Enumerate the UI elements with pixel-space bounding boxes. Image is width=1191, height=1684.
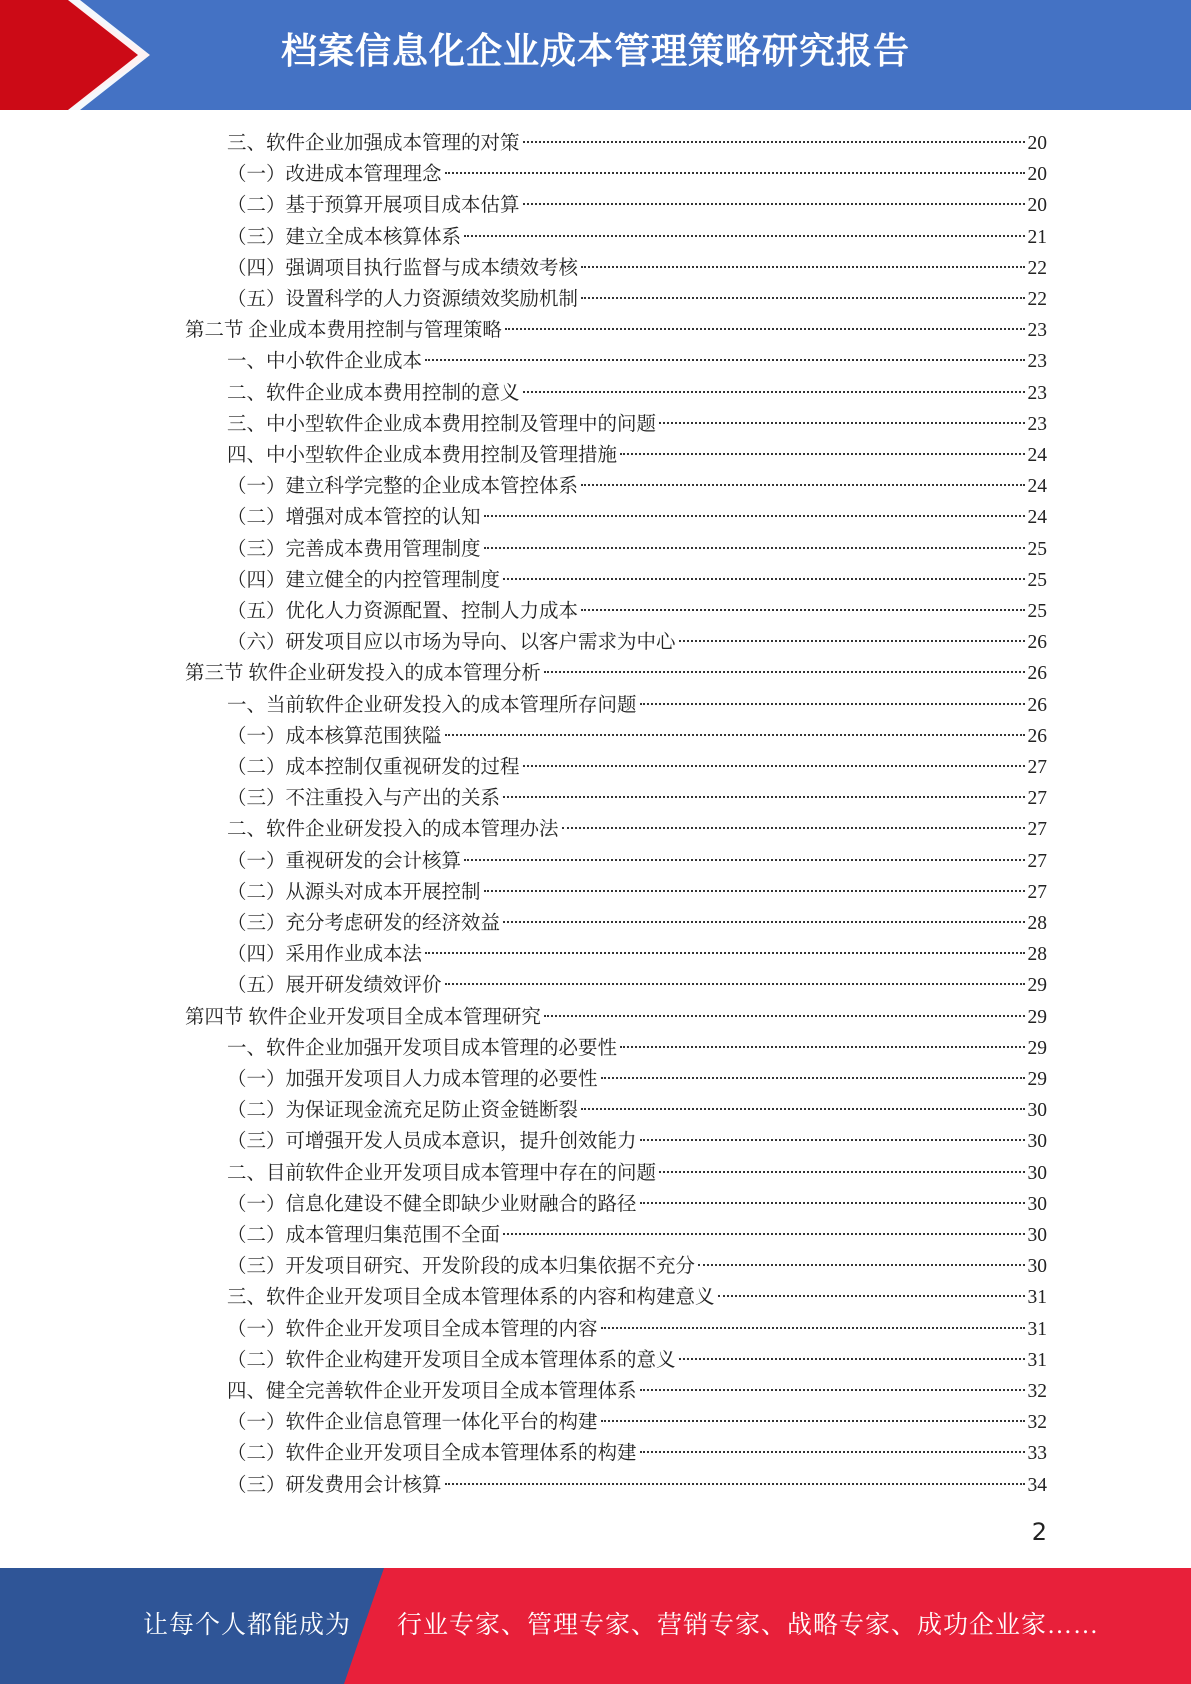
toc-entry-page: 26: [1027, 632, 1047, 654]
toc-entry-label: 二、目前软件企业开发项目成本管理中存在的问题: [227, 1162, 657, 1184]
toc-leader-dots: [503, 1233, 1024, 1235]
toc-entry[interactable]: [227, 222, 1047, 253]
toc-entry-label: 第四节 软件企业开发项目全成本管理研究: [185, 1006, 541, 1028]
toc-leader-dots: [718, 1295, 1025, 1297]
toc-leader-dots: [484, 890, 1025, 892]
red-chevron-decoration: [0, 0, 160, 110]
toc-leader-dots: [445, 734, 1025, 736]
toc-entry-page: 23: [1027, 351, 1047, 373]
toc-entry-label: （五）优化人力资源配置、控制人力成本: [227, 601, 579, 622]
toc-entry-label: （二）从源头对成本开展控制: [227, 881, 481, 903]
toc-entry-page: 23: [1027, 382, 1047, 404]
toc-entry[interactable]: [227, 159, 1047, 190]
toc-entry-page: 31: [1027, 1318, 1047, 1340]
toc-leader-dots: [640, 1202, 1025, 1204]
toc-entry[interactable]: [227, 284, 1047, 315]
toc-entry-label: 一、软件企业加强开发项目成本管理的必要性: [227, 1037, 618, 1059]
toc-leader-dots: [425, 952, 1024, 954]
toc-leader-dots: [659, 1171, 1024, 1173]
toc-leader-dots: [581, 1108, 1024, 1110]
toc-entry[interactable]: [227, 1095, 1047, 1126]
toc-leader-dots: [484, 515, 1025, 517]
toc-entry-page: 28: [1027, 944, 1047, 966]
toc-entry[interactable]: [227, 908, 1047, 939]
toc-entry-page: 31: [1027, 1349, 1047, 1371]
toc-entry-label: （一）建立科学完整的企业成本管控体系: [227, 476, 579, 498]
toc-entry-page: 24: [1027, 507, 1047, 529]
toc-entry-page: 27: [1027, 881, 1047, 903]
toc-entry[interactable]: [185, 1002, 1047, 1033]
toc-entry-label: （五）设置科学的人力资源绩效奖励机制: [227, 289, 579, 310]
toc-entry[interactable]: [227, 627, 1047, 658]
toc-leader-dots: [445, 1483, 1025, 1485]
toc-leader-dots: [544, 671, 1025, 673]
toc-leader-dots: [698, 1264, 1024, 1266]
toc-entry-label: （二）成本管理归集范围不全面: [227, 1225, 501, 1246]
toc-entry-label: （一）软件企业开发项目全成本管理的内容: [227, 1318, 598, 1340]
toc-leader-dots: [505, 328, 1025, 330]
toc-entry-page: 30: [1027, 1256, 1047, 1278]
footer-slogan-left: 让每个人都能成为: [143, 1612, 352, 1639]
toc-entry[interactable]: [227, 534, 1047, 565]
toc-entry[interactable]: [227, 690, 1047, 721]
toc-entry[interactable]: [227, 1470, 1047, 1501]
toc-leader-dots: [679, 640, 1025, 642]
toc-leader-dots: [523, 391, 1025, 393]
footer-slogan-right: 行业专家、管理专家、营销专家、战略专家、成功企业家……: [397, 1612, 1100, 1639]
toc-leader-dots: [464, 859, 1024, 861]
toc-leader-dots: [503, 796, 1024, 798]
toc-entry-label: （三）完善成本费用管理制度: [227, 538, 481, 560]
toc-entry-page: 29: [1027, 1006, 1047, 1028]
toc-entry[interactable]: [227, 440, 1047, 471]
toc-entry-page: 20: [1027, 195, 1047, 217]
toc-entry-page: 26: [1027, 725, 1047, 747]
toc-entry-label: 一、当前软件企业研发投入的成本管理所存问题: [227, 694, 637, 716]
toc-leader-dots: [544, 1015, 1025, 1017]
toc-entry[interactable]: [227, 1158, 1047, 1189]
toc-leader-dots: [640, 703, 1025, 705]
toc-entry[interactable]: [227, 1033, 1047, 1064]
toc-entry-label: （二）软件企业构建开发项目全成本管理体系的意义: [227, 1349, 676, 1371]
toc-entry[interactable]: [227, 409, 1047, 440]
toc-leader-dots: [562, 827, 1025, 829]
toc-entry-page: 26: [1027, 663, 1047, 685]
toc-entry-label: 二、软件企业研发投入的成本管理办法: [227, 819, 559, 841]
toc-entry-page: 28: [1027, 913, 1047, 934]
toc-entry-page: 22: [1027, 289, 1047, 310]
toc-entry-label: （四）建立健全的内控管理制度: [227, 569, 501, 591]
toc-entry-page: 29: [1027, 1037, 1047, 1059]
toc-leader-dots: [581, 266, 1024, 268]
toc-entry[interactable]: [227, 1220, 1047, 1251]
toc-entry-page: 25: [1027, 601, 1047, 622]
toc-entry[interactable]: [227, 565, 1047, 596]
toc-entry-label: 四、健全完善软件企业开发项目全成本管理体系: [227, 1381, 637, 1402]
toc-leader-dots: [679, 1358, 1025, 1360]
toc-entry[interactable]: [227, 1282, 1047, 1313]
toc-entry-page: 33: [1027, 1443, 1047, 1465]
toc-entry-label: （三）开发项目研究、开发阶段的成本归集依据不充分: [227, 1256, 696, 1278]
toc-entry-page: 27: [1027, 757, 1047, 778]
toc-entry-label: （一）成本核算范围狭隘: [227, 725, 442, 747]
toc-entry[interactable]: [227, 190, 1047, 221]
toc-entry-page: 22: [1027, 257, 1047, 279]
toc-entry-page: 27: [1027, 850, 1047, 872]
toc-leader-dots: [445, 172, 1025, 174]
toc-leader-dots: [503, 921, 1024, 923]
toc-entry-label: 四、中小型软件企业成本费用控制及管理措施: [227, 445, 618, 466]
toc-entry[interactable]: [227, 128, 1047, 159]
toc-leader-dots: [425, 359, 1024, 361]
toc-entry-label: （三）可增强开发人员成本意识，提升创效能力: [227, 1131, 637, 1153]
toc-entry-label: （二）为保证现金流充足防止资金链断裂: [227, 1100, 579, 1122]
toc-entry-page: 32: [1027, 1381, 1047, 1402]
toc-entry[interactable]: [227, 752, 1047, 783]
toc-entry-label: （一）软件企业信息管理一体化平台的构建: [227, 1412, 598, 1434]
toc-entry-label: （二）增强对成本管控的认知: [227, 507, 481, 529]
toc-leader-dots: [581, 484, 1024, 486]
toc-entry[interactable]: [227, 721, 1047, 752]
toc-entry-label: 一、中小软件企业成本: [227, 351, 423, 373]
toc-leader-dots: [640, 1389, 1025, 1391]
toc-entry-label: （三）不注重投入与产出的关系: [227, 788, 501, 810]
toc-leader-dots: [640, 1451, 1025, 1453]
toc-entry[interactable]: [227, 1064, 1047, 1095]
toc-entry[interactable]: [227, 346, 1047, 377]
toc-entry[interactable]: [227, 1407, 1047, 1438]
toc-entry[interactable]: [227, 1126, 1047, 1157]
toc-entry-page: 30: [1027, 1225, 1047, 1246]
toc-entry[interactable]: [227, 1189, 1047, 1220]
toc-entry-label: （四）采用作业成本法: [227, 944, 423, 966]
toc-entry-page: 25: [1027, 538, 1047, 560]
toc-entry[interactable]: [227, 378, 1047, 409]
toc-entry[interactable]: [227, 846, 1047, 877]
toc-entry-page: 30: [1027, 1100, 1047, 1122]
toc-leader-dots: [523, 141, 1025, 143]
toc-entry[interactable]: [227, 970, 1047, 1001]
toc-leader-dots: [581, 609, 1024, 611]
toc-entry-label: （一）信息化建设不健全即缺少业财融合的路径: [227, 1193, 637, 1215]
toc-entry-label: 三、软件企业加强成本管理的对策: [227, 133, 520, 154]
toc-entry-label: （二）基于预算开展项目成本估算: [227, 195, 520, 217]
toc-entry[interactable]: [227, 783, 1047, 814]
toc-entry-label: 三、软件企业开发项目全成本管理体系的内容和构建意义: [227, 1287, 715, 1309]
toc-entry-page: 30: [1027, 1193, 1047, 1215]
page-number: 2: [1031, 1518, 1047, 1546]
toc-leader-dots: [601, 1420, 1025, 1422]
toc-entry-label: 第二节 企业成本费用控制与管理策略: [185, 320, 502, 342]
toc-entry-page: 30: [1027, 1131, 1047, 1153]
toc-entry[interactable]: [227, 502, 1047, 533]
toc-leader-dots: [620, 1046, 1024, 1048]
toc-entry-page: 27: [1027, 788, 1047, 810]
toc-leader-dots: [523, 203, 1025, 205]
toc-entry-page: 26: [1027, 694, 1047, 716]
toc-entry[interactable]: [227, 471, 1047, 502]
toc-leader-dots: [640, 1139, 1025, 1141]
page-header: [0, 0, 1191, 110]
toc-entry-page: 31: [1027, 1287, 1047, 1309]
toc-entry-page: 23: [1027, 320, 1047, 342]
toc-entry-label: （三）充分考虑研发的经济效益: [227, 913, 501, 934]
toc-entry-page: 30: [1027, 1162, 1047, 1184]
toc-entry[interactable]: [227, 814, 1047, 845]
toc-entry-page: 20: [1027, 164, 1047, 186]
toc-entry-label: （三）研发费用会计核算: [227, 1474, 442, 1496]
toc-entry-page: 20: [1027, 133, 1047, 154]
toc-entry-label: （四）强调项目执行监督与成本绩效考核: [227, 257, 579, 279]
toc-entry-page: 24: [1027, 445, 1047, 466]
toc-entry-page: 29: [1027, 975, 1047, 997]
toc-leader-dots: [503, 578, 1024, 580]
toc-entry[interactable]: [185, 658, 1047, 689]
toc-entry-label: （三）建立全成本核算体系: [227, 226, 462, 248]
toc-entry-label: （五）展开研发绩效评价: [227, 975, 442, 997]
toc-entry-page: 25: [1027, 569, 1047, 591]
toc-entry[interactable]: [227, 1438, 1047, 1469]
toc-entry[interactable]: [227, 939, 1047, 970]
toc-entry-label: （一）重视研发的会计核算: [227, 850, 462, 872]
toc-entry[interactable]: [185, 315, 1047, 346]
toc-entry[interactable]: [227, 596, 1047, 627]
toc-leader-dots: [601, 1327, 1025, 1329]
toc-entry[interactable]: [227, 1314, 1047, 1345]
toc-entry-page: 21: [1027, 226, 1047, 248]
toc-leader-dots: [445, 983, 1025, 985]
toc-leader-dots: [581, 297, 1024, 299]
document-title: 档案信息化企业成本管理策略研究报告: [280, 31, 910, 72]
toc-leader-dots: [659, 422, 1024, 424]
toc-entry[interactable]: [227, 1251, 1047, 1282]
toc-entry-page: 29: [1027, 1069, 1047, 1090]
toc-leader-dots: [484, 547, 1025, 549]
toc-entry-page: 27: [1027, 819, 1047, 841]
toc-entry-label: 第三节 软件企业研发投入的成本管理分析: [185, 663, 541, 685]
toc-leader-dots: [601, 1077, 1025, 1079]
toc-entry-page: 23: [1027, 413, 1047, 435]
toc-entry-label: （一）改进成本管理理念: [227, 164, 442, 186]
toc-entry-label: （二）软件企业开发项目全成本管理体系的构建: [227, 1443, 637, 1465]
toc-entry-label: （一）加强开发项目人力成本管理的必要性: [227, 1069, 598, 1090]
toc-entry[interactable]: [227, 253, 1047, 284]
toc-entry[interactable]: [227, 1376, 1047, 1407]
toc-entry-page: 24: [1027, 476, 1047, 498]
toc-entry[interactable]: [227, 1345, 1047, 1376]
toc-entry-label: （二）成本控制仅重视研发的过程: [227, 757, 520, 778]
toc-entry-label: 三、中小型软件企业成本费用控制及管理中的问题: [227, 413, 657, 435]
toc-entry-page: 32: [1027, 1412, 1047, 1434]
page-footer: [0, 1568, 1191, 1684]
toc-entry-label: 二、软件企业成本费用控制的意义: [227, 382, 520, 404]
toc-leader-dots: [620, 453, 1024, 455]
toc-entry-page: 34: [1027, 1474, 1047, 1496]
toc-entry-label: （六）研发项目应以市场为导向、以客户需求为中心: [227, 632, 676, 654]
toc-entry[interactable]: [227, 877, 1047, 908]
toc-leader-dots: [464, 235, 1024, 237]
toc-leader-dots: [523, 765, 1025, 767]
